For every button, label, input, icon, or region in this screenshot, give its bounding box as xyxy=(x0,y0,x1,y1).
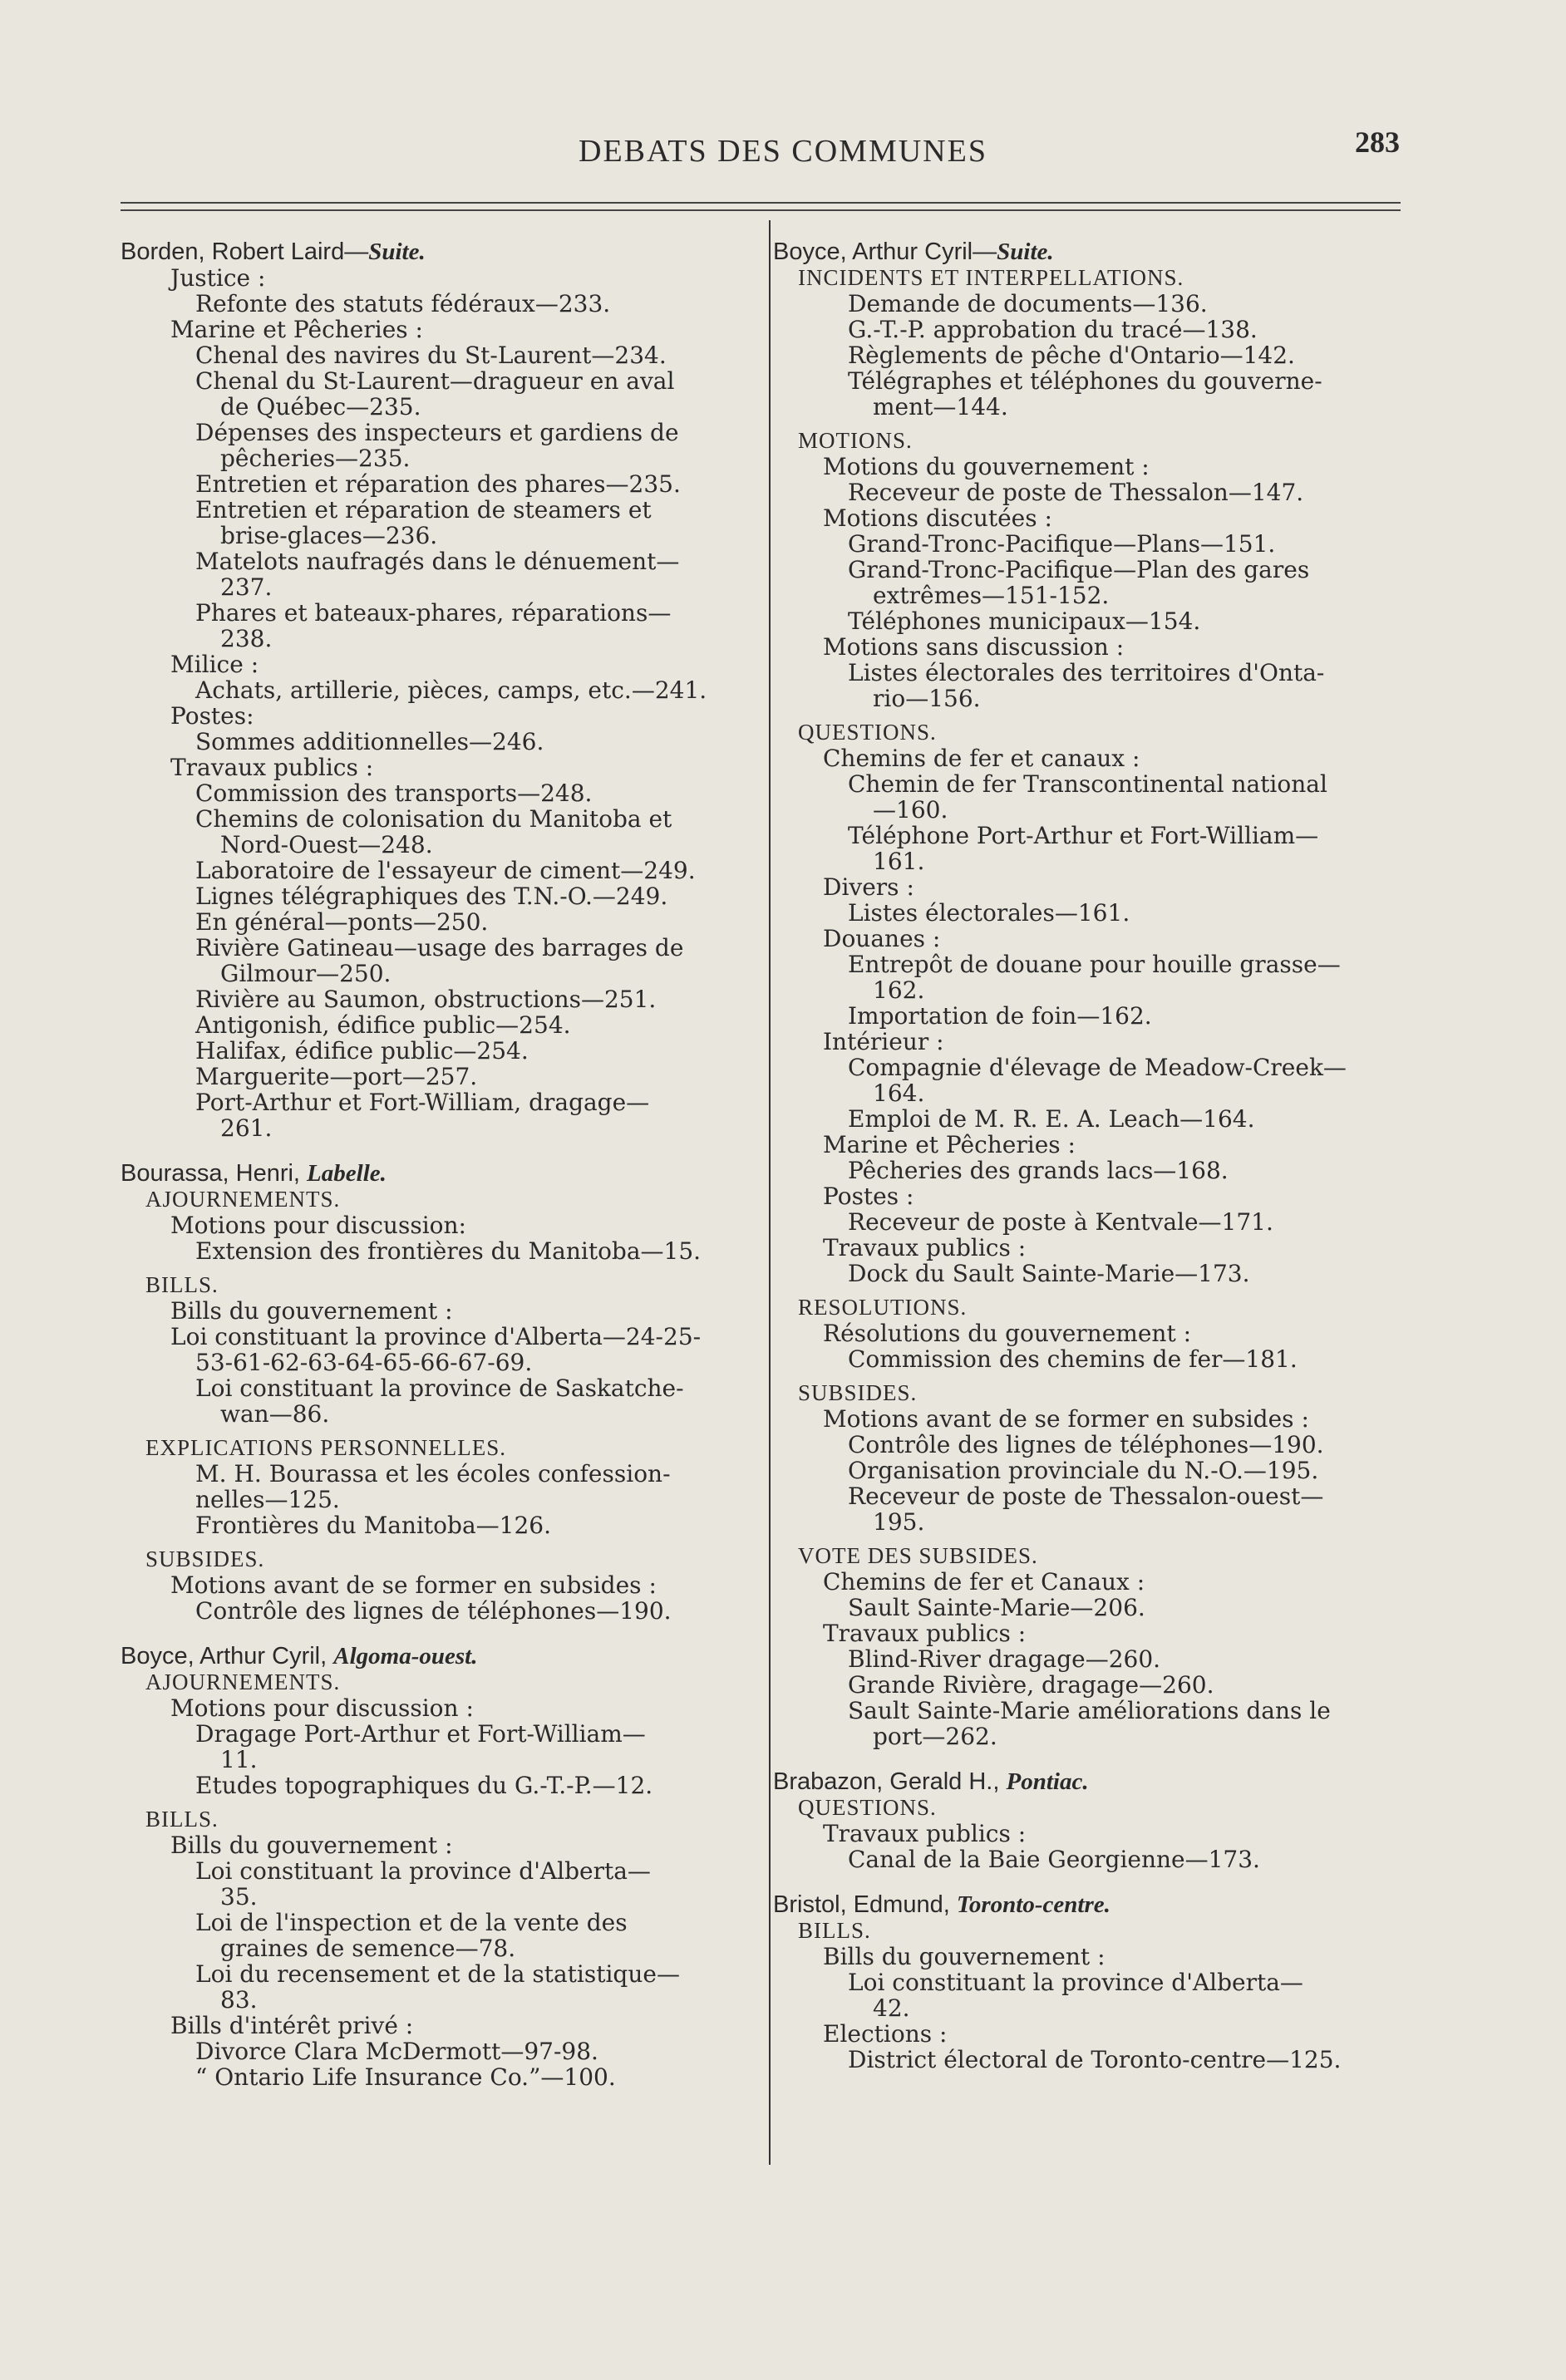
index-line: Motions sans discussion : xyxy=(823,633,1125,661)
index-line: G.-T.-P. approbation du tracé—138. xyxy=(848,316,1258,343)
left-column xyxy=(121,239,752,2090)
section-heading: QUESTIONS. xyxy=(798,720,937,745)
index-line: Pêcheries des grands lacs—168. xyxy=(848,1157,1229,1184)
entry-heading-bourassa xyxy=(121,1161,752,1187)
index-line: Emploi de M. R. E. A. Leach—164. xyxy=(848,1105,1255,1133)
index-line: 83. xyxy=(220,1986,258,2014)
entry-suffix: Suite. xyxy=(997,238,1054,265)
index-line: Receveur de poste à Kentvale—171. xyxy=(848,1208,1273,1236)
header-rule-bottom xyxy=(121,209,1401,211)
index-line: pêcheries—235. xyxy=(220,445,411,472)
index-line: Dépenses des inspecteurs et gardiens de xyxy=(195,419,679,446)
page-header xyxy=(0,125,1566,175)
index-line: Dragage Port-Arthur et Fort-William— xyxy=(195,1720,646,1748)
index-line: Bills du gouvernement : xyxy=(170,1297,453,1325)
index-line: Bills du gouvernement : xyxy=(170,1832,453,1859)
column-divider xyxy=(769,220,771,2165)
index-line: 237. xyxy=(220,573,273,601)
index-line: graines de semence—78. xyxy=(220,1935,516,1962)
index-line: Rivière au Saumon, obstructions—251. xyxy=(195,986,657,1013)
index-line: Bills du gouvernement : xyxy=(823,1943,1106,1970)
section-heading: MOTIONS. xyxy=(798,428,913,453)
section-heading: EXPLICATIONS PERSONNELLES. xyxy=(145,1435,507,1460)
entry-heading-borden xyxy=(121,239,752,265)
section-heading: BILLS. xyxy=(145,1807,219,1832)
index-line: Grand-Tronc-Pacifique—Plans—151. xyxy=(848,530,1276,558)
index-line: Gilmour—250. xyxy=(220,960,392,987)
index-line: —160. xyxy=(873,796,948,824)
entry-heading-boyce-suite xyxy=(773,239,1405,265)
index-line: Matelots naufragés dans le dénuement— xyxy=(195,548,680,575)
index-line: Compagnie d'élevage de Meadow-Creek— xyxy=(848,1054,1347,1081)
index-line: Marine et Pêcheries : xyxy=(823,1131,1076,1158)
section-heading: VOTE DES SUBSIDES. xyxy=(798,1543,1038,1568)
index-line: Refonte des statuts fédéraux—233. xyxy=(195,290,611,317)
entry-constituency: Labelle. xyxy=(307,1160,387,1187)
index-line: Entretien et réparation des phares—235. xyxy=(195,470,681,498)
right-column xyxy=(773,239,1405,2073)
index-line: Receveur de poste de Thessalon-ouest— xyxy=(848,1483,1324,1510)
index-line: Sault Sainte-Marie améliorations dans le xyxy=(848,1697,1331,1724)
index-line: Chenal des navires du St-Laurent—234. xyxy=(195,342,667,369)
index-line: brise-glaces—236. xyxy=(220,522,438,549)
index-line: Travaux publics : xyxy=(170,754,374,781)
index-line: nelles—125. xyxy=(195,1486,340,1513)
index-line: Commission des chemins de fer—181. xyxy=(848,1345,1298,1373)
entry-constituency: Algoma-ouest. xyxy=(333,1643,478,1669)
index-line: 53-61-62-63-64-65-66-67-69. xyxy=(195,1349,533,1376)
page-number: 283 xyxy=(1355,125,1400,159)
index-line: 195. xyxy=(873,1508,925,1536)
entry-constituency: Pontiac. xyxy=(1006,1768,1089,1795)
index-line: Contrôle des lignes de téléphones—190. xyxy=(195,1597,672,1625)
index-line: Marine et Pêcheries : xyxy=(170,316,423,343)
index-line: 164. xyxy=(873,1079,925,1107)
index-line: Postes : xyxy=(823,1183,914,1210)
index-line: Motions avant de se former en subsides : xyxy=(170,1571,657,1599)
index-line: Motions avant de se former en subsides : xyxy=(823,1405,1309,1433)
index-line: Achats, artillerie, pièces, camps, etc.—241. xyxy=(195,676,707,704)
index-line: 161. xyxy=(873,848,925,875)
index-line: Bills d'intérêt privé : xyxy=(170,2012,414,2039)
index-line: Chemins de fer et canaux : xyxy=(823,745,1140,772)
index-line: Motions pour discussion : xyxy=(170,1694,474,1722)
index-line: 35. xyxy=(220,1883,258,1910)
index-line: Halifax, édifice public—254. xyxy=(195,1037,529,1065)
section-heading: BILLS. xyxy=(798,1918,871,1943)
index-line: Listes électorales—161. xyxy=(848,899,1130,927)
index-line: En général—ponts—250. xyxy=(195,908,489,936)
index-line: “ Ontario Life Insurance Co.”—100. xyxy=(195,2063,616,2091)
index-line: Organisation provinciale du N.-O.—195. xyxy=(848,1457,1319,1484)
index-line: Intérieur : xyxy=(823,1028,944,1055)
index-line: Laboratoire de l'essayeur de ciment—249. xyxy=(195,857,696,884)
entry-heading-bristol xyxy=(773,1892,1405,1918)
index-line: Canal de la Baie Georgienne—173. xyxy=(848,1846,1260,1873)
index-line: Motions du gouvernement : xyxy=(823,453,1150,480)
index-line: Importation de foin—162. xyxy=(848,1002,1152,1030)
index-line: Motions discutées : xyxy=(823,504,1052,532)
entry-heading-boyce xyxy=(121,1644,752,1669)
index-line: Dock du Sault Sainte-Marie—173. xyxy=(848,1260,1250,1287)
entry-name: Boyce, Arthur Cyril, xyxy=(121,1643,334,1669)
index-line: Marguerite—port—257. xyxy=(195,1063,478,1090)
index-line: Sault Sainte-Marie—206. xyxy=(848,1594,1145,1621)
index-line: 42. xyxy=(873,1994,910,2022)
section-heading: AJOURNEMENTS. xyxy=(145,1669,341,1694)
index-line: Etudes topographiques du G.-T.-P.—12. xyxy=(195,1772,653,1799)
entry-name: Borden, Robert Laird— xyxy=(121,238,369,265)
header-rule-top xyxy=(121,202,1401,204)
index-line: Nord-Ouest—248. xyxy=(220,831,433,858)
entry-constituency: Toronto-centre. xyxy=(956,1891,1110,1918)
index-line: Chemins de fer et Canaux : xyxy=(823,1568,1145,1596)
section-heading: SUBSIDES. xyxy=(145,1547,265,1571)
entry-suffix: Suite. xyxy=(368,238,426,265)
section-heading: QUESTIONS. xyxy=(798,1795,937,1820)
index-line: Téléphones municipaux—154. xyxy=(848,607,1201,635)
section-heading: AJOURNEMENTS. xyxy=(145,1187,341,1212)
index-line: Travaux publics : xyxy=(823,1620,1027,1647)
index-line: Téléphone Port-Arthur et Fort-William— xyxy=(848,822,1319,849)
entry-name: Brabazon, Gerald H., xyxy=(773,1768,1007,1795)
index-line: Chenal du St-Laurent—dragueur en aval xyxy=(195,367,675,395)
index-line: Lignes télégraphiques des T.N.-O.—249. xyxy=(195,883,668,910)
index-line: Loi constituant la province d'Alberta— xyxy=(848,1969,1303,1996)
entry-name: Bristol, Edmund, xyxy=(773,1891,957,1918)
index-line: ment—144. xyxy=(873,393,1008,420)
index-line: Blind-River dragage—260. xyxy=(848,1645,1161,1673)
index-line: Postes: xyxy=(170,702,254,730)
index-line: Demande de documents—136. xyxy=(848,290,1208,317)
index-line: Milice : xyxy=(170,651,259,678)
index-line: extrêmes—151-152. xyxy=(873,582,1110,609)
index-line: Loi du recensement et de la statistique— xyxy=(195,1960,680,1988)
index-line: M. H. Bourassa et les écoles confession- xyxy=(195,1460,671,1488)
running-title: DEBATS DES COMMUNES xyxy=(579,134,987,169)
index-line: 162. xyxy=(873,976,925,1004)
index-line: Loi de l'inspection et de la vente des xyxy=(195,1909,628,1936)
index-line: Listes électorales des territoires d'Onta- xyxy=(848,659,1325,686)
index-line: rio—156. xyxy=(873,685,981,712)
index-line: Entretien et réparation de steamers et xyxy=(195,496,652,524)
index-line: Commission des transports—248. xyxy=(195,779,593,807)
index-line: District électoral de Toronto-centre—125. xyxy=(848,2046,1342,2073)
index-line: Travaux publics : xyxy=(823,1820,1027,1847)
index-line: Antigonish, édifice public—254. xyxy=(195,1011,571,1039)
entry-name: Bourassa, Henri, xyxy=(121,1160,308,1187)
index-line: wan—86. xyxy=(220,1400,330,1428)
entry-heading-brabazon xyxy=(773,1769,1405,1795)
index-line: Entrepôt de douane pour houille grasse— xyxy=(848,951,1341,978)
index-line: Receveur de poste de Thessalon—147. xyxy=(848,479,1304,506)
index-line: Port-Arthur et Fort-William, dragage— xyxy=(195,1089,650,1116)
index-line: Sommes additionnelles—246. xyxy=(195,728,544,755)
index-line: Télégraphes et téléphones du gouverne- xyxy=(848,367,1322,395)
index-line: Règlements de pêche d'Ontario—142. xyxy=(848,342,1295,369)
section-heading: BILLS. xyxy=(145,1272,219,1297)
index-line: Rivière Gatineau—usage des barrages de xyxy=(195,934,684,961)
entry-name: Boyce, Arthur Cyril— xyxy=(773,238,997,265)
index-line: Divorce Clara McDermott—97-98. xyxy=(195,2038,598,2065)
index-line: Grand-Tronc-Pacifique—Plan des gares xyxy=(848,556,1310,583)
index-line: port—262. xyxy=(873,1723,997,1750)
index-line: Motions pour discussion: xyxy=(170,1212,466,1239)
index-line: Chemins de colonisation du Manitoba et xyxy=(195,805,672,833)
section-heading: INCIDENTS ET INTERPELLATIONS. xyxy=(798,265,1184,290)
index-line: Loi constituant la province d'Alberta—24-25- xyxy=(170,1323,702,1350)
index-line: Elections : xyxy=(823,2020,948,2048)
index-line: Contrôle des lignes de téléphones—190. xyxy=(848,1431,1324,1458)
index-line: Extension des frontières du Manitoba—15. xyxy=(195,1237,702,1265)
index-line: 261. xyxy=(220,1114,273,1142)
index-line: Loi constituant la province de Saskatche- xyxy=(195,1374,684,1402)
index-line: Grande Rivière, dragage—260. xyxy=(848,1671,1214,1699)
index-line: Phares et bateaux-phares, réparations— xyxy=(195,599,672,627)
index-line: Chemin de fer Transcontinental national xyxy=(848,770,1327,798)
index-line: Résolutions du gouvernement : xyxy=(823,1320,1192,1347)
section-heading: SUBSIDES. xyxy=(798,1380,918,1405)
index-line: Frontières du Manitoba—126. xyxy=(195,1512,551,1539)
index-line: Divers : xyxy=(823,873,914,901)
index-line: Justice : xyxy=(170,264,266,292)
index-line: Douanes : xyxy=(823,925,941,952)
section-heading: RESOLUTIONS. xyxy=(798,1295,968,1320)
index-line: de Québec—235. xyxy=(220,393,421,420)
index-line: Loi constituant la province d'Alberta— xyxy=(195,1857,651,1885)
index-line: 11. xyxy=(220,1746,258,1773)
index-line: 238. xyxy=(220,625,273,652)
index-line: Travaux publics : xyxy=(823,1234,1027,1261)
